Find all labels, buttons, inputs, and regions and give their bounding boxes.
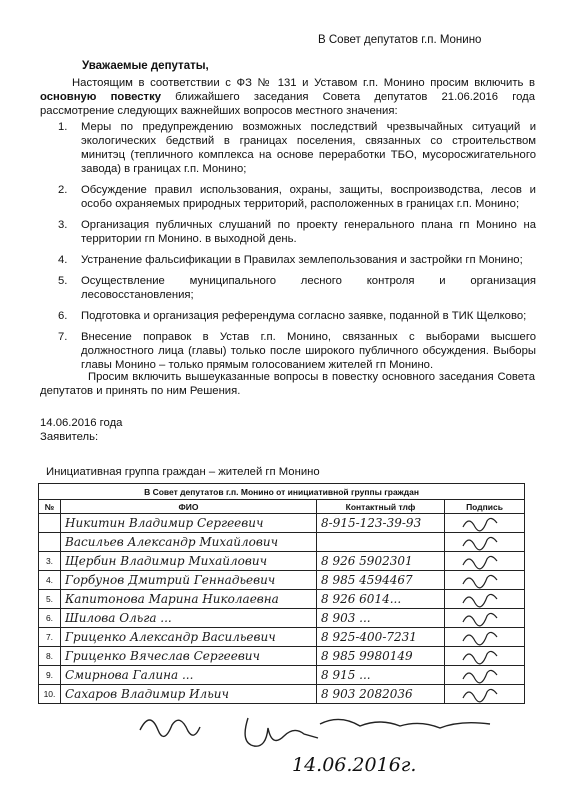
row-phone-cell <box>317 647 445 666</box>
signature-stroke-2 <box>245 718 318 746</box>
table-row <box>39 647 525 666</box>
row-signature-cell <box>445 609 525 628</box>
item-number: 5. <box>58 275 68 287</box>
agenda-list <box>58 120 536 379</box>
row-signature-cell <box>445 533 525 552</box>
item-text: Подготовка и организация референдума согласно заявке, поданной в ТИК Щелково; <box>81 310 527 322</box>
row-name-cell <box>61 514 317 533</box>
handwritten-date: 14.06.2016г. <box>292 754 417 776</box>
row-name-cell <box>61 552 317 571</box>
intro-text-2: ближайшего заседания Совета депутатов 21.06.2016 года рассмотрение следующих важнейших вопросов местного значения: <box>40 91 535 117</box>
table-row <box>39 533 525 552</box>
signature-stroke-1 <box>140 720 200 736</box>
col-header-phone: Контактный тлф <box>317 500 445 514</box>
item-number: 2. <box>58 184 68 196</box>
agenda-item <box>58 120 536 176</box>
agenda-item <box>58 274 536 302</box>
intro-paragraph <box>40 76 535 118</box>
item-number: 7. <box>58 331 68 343</box>
row-number: 6. <box>39 609 61 628</box>
document-date: 14.06.2016 года <box>40 417 123 429</box>
row-number <box>39 533 61 552</box>
row-name-cell <box>61 533 317 552</box>
row-name: Смирнова Галина ... <box>65 668 194 682</box>
agenda-item <box>58 218 536 246</box>
row-name-cell <box>61 609 317 628</box>
row-name: Горбунов Дмитрий Геннадьевич <box>65 573 276 587</box>
row-phone: 8 903 2082036 <box>321 687 413 701</box>
row-number <box>39 514 61 533</box>
signature-mark <box>445 533 525 551</box>
intro-bold-text: основную повестку <box>40 91 162 103</box>
row-name: Гриценко Александр Васильевич <box>65 630 276 644</box>
signature-stroke-3 <box>320 719 490 728</box>
item-number: 4. <box>58 254 68 266</box>
item-number: 3. <box>58 219 68 231</box>
signature-rows <box>39 514 525 704</box>
row-phone: 8 915 ... <box>321 668 371 682</box>
row-number: 9. <box>39 666 61 685</box>
row-phone-cell <box>317 571 445 590</box>
signature-mark <box>445 666 525 684</box>
signature-mark <box>445 647 525 665</box>
item-text: Организация публичных слушаний по проекту генерального плана гп Монино на территории гп Монино. в выходной день. <box>81 219 536 245</box>
table-row <box>39 590 525 609</box>
row-phone: 8 985 4594467 <box>321 573 413 587</box>
row-phone: 8 903 ... <box>321 611 371 625</box>
row-phone: 8 985 9980149 <box>321 649 413 663</box>
signature-mark <box>445 609 525 627</box>
signature-mark <box>445 571 525 589</box>
row-name: Щербин Владимир Михайлович <box>65 554 268 568</box>
table-row <box>39 628 525 647</box>
row-phone-cell <box>317 609 445 628</box>
agenda-item <box>58 309 536 323</box>
row-name: Шилова Ольга ... <box>65 611 172 625</box>
agenda-item <box>58 183 536 211</box>
addressee: В Совет депутатов г.п. Монино <box>318 34 482 46</box>
row-name-cell <box>61 628 317 647</box>
agenda-item <box>58 330 536 372</box>
row-signature-cell <box>445 647 525 666</box>
signature-mark <box>445 514 525 532</box>
applicant-label: Заявитель: <box>40 431 99 443</box>
row-number: 8. <box>39 647 61 666</box>
row-signature-cell <box>445 571 525 590</box>
row-name-cell <box>61 647 317 666</box>
row-number: 4. <box>39 571 61 590</box>
agenda-item <box>58 253 536 267</box>
item-number: 1. <box>58 121 68 133</box>
signature-mark <box>445 628 525 646</box>
row-name: Капитонова Марина Николаевна <box>65 592 279 606</box>
row-phone-cell <box>317 666 445 685</box>
row-number: 10. <box>39 685 61 704</box>
row-name: Никитин Владимир Сергеевич <box>65 516 264 530</box>
row-name-cell <box>61 571 317 590</box>
table-row <box>39 571 525 590</box>
table-row <box>39 514 525 533</box>
greeting: Уважаемые депутаты, <box>82 60 209 72</box>
table-caption: В Совет депутатов г.п. Монино от инициативной группы граждан <box>39 484 525 500</box>
row-phone: 8-915-123-39-93 <box>321 516 422 530</box>
item-text: Внесение поправок в Устав г.п. Монино, связанных с выборами высшего должностного лица (главы) только после широкого публичного обсуждения. Выборы главы Монино – только прямым голосованием жителей гп Монино. <box>81 331 536 371</box>
row-name-cell <box>61 666 317 685</box>
col-header-num: № <box>39 500 61 514</box>
item-text: Меры по предупреждению возможных последствий чрезвычайных ситуаций и экологических бедствий в границах поселения, связанных со строительством минитэц (тепличного комплекса на основе переработки ТБО, мусоросжигательного завода) в границах г.п. Монино; <box>81 121 536 175</box>
row-number: 3. <box>39 552 61 571</box>
item-number: 6. <box>58 310 68 322</box>
table-row <box>39 609 525 628</box>
row-phone: 8 925-400-7231 <box>321 630 417 644</box>
row-phone-cell <box>317 628 445 647</box>
row-signature-cell <box>445 590 525 609</box>
row-phone: 8 926 5902301 <box>321 554 413 568</box>
row-signature-cell <box>445 666 525 685</box>
row-phone-cell <box>317 552 445 571</box>
closing-paragraph: Просим включить вышеуказанные вопросы в повестку основного заседания Совета депутатов и принять по ним Решения. <box>40 371 535 397</box>
row-signature-cell <box>445 552 525 571</box>
signature-mark <box>445 552 525 570</box>
row-name: Гриценко Вячеслав Сергеевич <box>65 649 260 663</box>
row-number: 5. <box>39 590 61 609</box>
item-text: Обсуждение правил использования, охраны, защиты, воспроизводства, лесов и особо охраняемых природных территорий, расположенных в границах г.п. Монино; <box>81 184 536 210</box>
col-header-name: ФИО <box>61 500 317 514</box>
table-row <box>39 666 525 685</box>
intro-text-1: Настоящим в соответствии с ФЗ № 131 и Уставом г.п. Монино просим включить в <box>72 77 535 89</box>
group-title: Инициативная группа граждан – жителей гп Монино <box>46 466 320 478</box>
col-header-signature: Подпись <box>445 500 525 514</box>
row-signature-cell <box>445 628 525 647</box>
row-phone-cell <box>317 514 445 533</box>
row-name: Васильев Александр Михайлович <box>65 535 279 549</box>
row-signature-cell <box>445 514 525 533</box>
row-phone-cell <box>317 533 445 552</box>
table-row <box>39 552 525 571</box>
row-name: Сахаров Владимир Ильич <box>65 687 229 701</box>
row-phone: 8 926 6014... <box>321 592 402 606</box>
signature-table <box>38 483 525 704</box>
item-text: Устранение фальсификации в Правилах землепользования и застройки гп Монино; <box>81 254 523 266</box>
signature-mark <box>445 590 525 608</box>
row-number: 7. <box>39 628 61 647</box>
row-phone-cell <box>317 590 445 609</box>
item-text: Осуществление муниципального лесного контроля и организация лесовосстановления; <box>81 275 536 301</box>
row-name-cell <box>61 590 317 609</box>
